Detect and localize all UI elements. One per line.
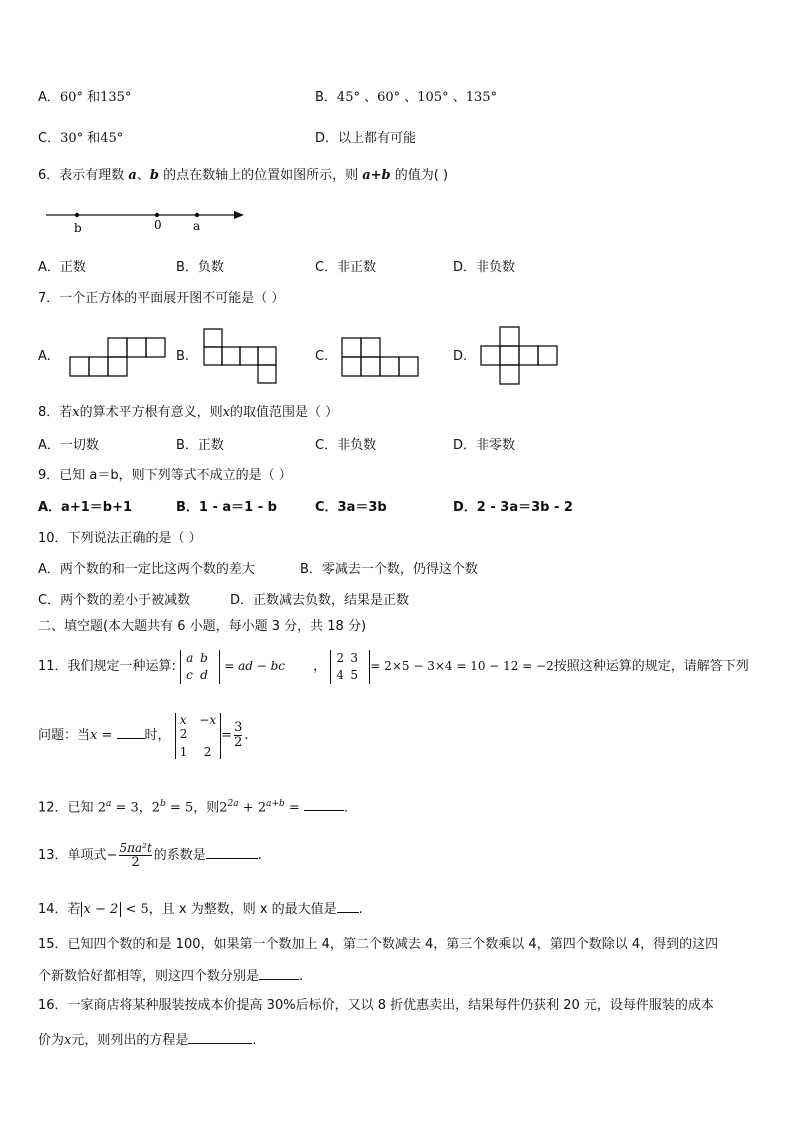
stem-text: 12．已知	[38, 800, 94, 816]
q10-stem: 10．下列说法正确的是（ ）	[38, 531, 202, 546]
q8-option-b: B．正数	[176, 438, 224, 453]
denominator: 2	[179, 726, 188, 741]
q7-label-d: D.	[453, 349, 468, 364]
variable: b	[149, 168, 159, 183]
label-a: a	[193, 219, 201, 233]
q6-option-b: B．负数	[176, 260, 224, 275]
stem-text: 8．若	[38, 405, 73, 420]
base: 2	[151, 800, 161, 816]
stem-text: 11．我们规定一种运算:	[38, 659, 176, 674]
definition-formula: = ad − bc	[224, 659, 286, 673]
numerator: 3	[234, 720, 243, 735]
punctuation: .	[358, 902, 363, 917]
q15-line1: 15．已知四个数的和是 100，如果第一个数加上 4，第二个数减去 4，第三个数乘以 4，第四个数除以 4，得到的这四	[38, 937, 719, 952]
det-entry: 5	[350, 667, 358, 682]
q16-line2	[38, 1031, 257, 1049]
point-zero	[155, 213, 159, 217]
det-entry: 4	[336, 667, 344, 682]
stem-text: 的算术平方根有意义，则	[79, 405, 223, 420]
stem-text: 个新数恰好都相等，则这四个数分别是	[38, 969, 260, 984]
q10-option-d: D．正数减去负数，结果是正数	[230, 593, 410, 608]
q7-label-b: B.	[176, 349, 190, 364]
exponent: a	[105, 799, 112, 809]
label-zero: 0	[154, 218, 162, 232]
punctuation: .	[299, 969, 304, 984]
q6-option-a: A．正数	[38, 260, 86, 275]
q6-option-d: D．非负数	[453, 260, 516, 275]
q7-label-a: A.	[38, 349, 51, 364]
numerator: 5πa²t	[119, 841, 152, 855]
point-b	[75, 213, 79, 217]
q6-stem	[38, 168, 448, 184]
q11-line2	[38, 706, 248, 766]
punctuation: .	[343, 800, 349, 816]
variable: x	[222, 405, 230, 420]
q8-option-d: D．非零数	[453, 438, 516, 453]
det-entry: 2	[336, 650, 344, 665]
fraction-monomial	[119, 841, 151, 870]
stem-text: 元，则列出的方程是	[71, 1033, 189, 1048]
q12-line	[38, 796, 348, 816]
exponent: 2a	[227, 799, 239, 809]
answer-blank[interactable]	[304, 798, 344, 811]
punctuation: .	[257, 848, 262, 863]
stem-text: 14．若	[38, 902, 81, 917]
q9-option-a: A．a+1＝b+1	[38, 500, 133, 515]
denominator: 2	[234, 735, 243, 750]
stem-text: 6．表示有理数	[38, 168, 129, 183]
q6-option-c: C．非正数	[315, 260, 377, 275]
arrow-icon	[234, 211, 244, 219]
variable: x	[72, 405, 80, 420]
stem-text: 时，	[144, 728, 171, 743]
q5-option-a	[38, 90, 131, 106]
answer-blank[interactable]	[188, 1031, 252, 1044]
equals-sign: =	[97, 728, 117, 743]
q10-option-b: B．零减去一个数，仍得这个数	[300, 562, 478, 577]
stem-text: 的系数是	[153, 848, 206, 863]
absolute-value-expr: x − 2	[81, 902, 122, 917]
stem-text: 13．单项式	[38, 848, 107, 863]
punctuation: .	[244, 728, 249, 743]
option-text: 45° 、60° 、105° 、135°	[336, 90, 498, 105]
punctuation: .	[252, 1033, 257, 1048]
option-text: 60° 和135°	[59, 90, 132, 105]
q5-option-d	[315, 131, 416, 147]
stem-text: 的取值范围是（ ）	[229, 405, 339, 420]
q9-option-d: D．2 - 3a＝3b - 2	[453, 500, 573, 515]
q11-line1	[38, 646, 749, 687]
fraction-x-over-2	[180, 713, 188, 741]
equals-sign: =	[221, 728, 233, 743]
q9-option-c: C．3a＝3b	[315, 500, 387, 515]
label-b: b	[74, 221, 82, 235]
stem-text: 的值为( )	[390, 168, 449, 183]
det-entry: 3	[350, 650, 358, 665]
option-label: B．	[315, 90, 337, 105]
operator: +	[238, 800, 258, 816]
example-formula: = 2×5 − 3×4 = 10 − 12 = −2	[370, 659, 554, 673]
determinant-question	[175, 713, 221, 759]
stem-text: 问题：当	[38, 728, 91, 743]
minus-sign: −	[106, 848, 118, 863]
q7-stem: 7．一个正方体的平面展开图不可能是（ ）	[38, 291, 285, 306]
option-text: 30° 和45°	[60, 131, 124, 146]
stem-text: 按照这种运算的规定，请解答下列	[553, 659, 749, 674]
variable: a	[128, 168, 137, 183]
answer-blank[interactable]	[206, 846, 258, 859]
q7-label-c: C.	[315, 349, 329, 364]
q13-line	[38, 836, 262, 876]
equals-sign: =	[284, 800, 304, 816]
cube-net-c	[338, 336, 422, 380]
option-label: C．	[38, 131, 61, 146]
condition-value: = 5，则	[165, 800, 220, 816]
variable: x	[90, 728, 98, 743]
point-a	[195, 213, 199, 217]
inequality: < 5	[121, 902, 149, 917]
expression: a+b	[362, 168, 391, 183]
base: 2	[97, 800, 106, 816]
base: 2	[257, 800, 267, 816]
q10-option-a: A．两个数的和一定比这两个数的差大	[38, 562, 255, 577]
q9-stem: 9．已知 a＝b，则下列等式不成立的是（ ）	[38, 468, 292, 483]
answer-blank[interactable]	[259, 967, 299, 980]
stem-text: 的点在数轴上的位置如图所示，则	[158, 168, 363, 183]
stem-text: 、	[136, 168, 150, 183]
numerator: x	[179, 712, 187, 727]
det-entry: d	[200, 667, 208, 682]
q5-option-b	[315, 90, 497, 106]
q8-option-c: C．非负数	[315, 438, 377, 453]
det-entry: b	[200, 650, 208, 665]
fraction-three-halves	[234, 721, 242, 750]
det-entry: a	[186, 650, 194, 665]
determinant-example	[330, 650, 370, 684]
answer-blank[interactable]	[117, 726, 145, 739]
cube-net-a	[68, 336, 170, 380]
stem-text: ，且 x 为整数，则 x 的最大值是	[148, 902, 337, 917]
variable: x	[64, 1033, 72, 1048]
q14-line	[38, 900, 363, 918]
q16-line1: 16．一家商店将某种服装按成本价提高 30%后标价，又以 8 折优惠卖出，结果每件仍获利 20 元，设每件服装的成本	[38, 998, 714, 1013]
det-entry: −x	[199, 712, 217, 727]
q8-stem	[38, 405, 338, 421]
answer-blank[interactable]	[337, 900, 359, 913]
option-text: 以上都有可能	[338, 131, 417, 146]
cube-net-b	[200, 327, 280, 385]
q9-option-b: B．1 - a＝1 - b	[176, 500, 277, 515]
det-entry: 2	[203, 744, 212, 759]
det-entry: c	[186, 667, 193, 682]
q15-line2	[38, 967, 303, 985]
determinant-definition	[180, 650, 220, 684]
section-title: 二、填空题(本大题共有 6 小题，每小题 3 分，共 18 分)	[38, 619, 367, 634]
exponent: a+b	[266, 799, 285, 809]
number-line-figure	[40, 200, 250, 236]
base: 2	[219, 800, 228, 816]
stem-text: 价为	[38, 1033, 65, 1048]
option-label: A．	[38, 90, 60, 105]
condition-value: = 3，	[111, 800, 152, 816]
det-entry: 1	[179, 744, 188, 759]
option-label: D．	[315, 131, 339, 146]
denominator: 2	[119, 855, 151, 870]
q5-option-c	[38, 131, 123, 147]
cube-net-d	[478, 325, 562, 387]
q8-option-a: A．一切数	[38, 438, 99, 453]
exponent: b	[160, 799, 166, 809]
punctuation: ，	[313, 659, 327, 674]
q10-option-c: C．两个数的差小于被减数	[38, 593, 191, 608]
